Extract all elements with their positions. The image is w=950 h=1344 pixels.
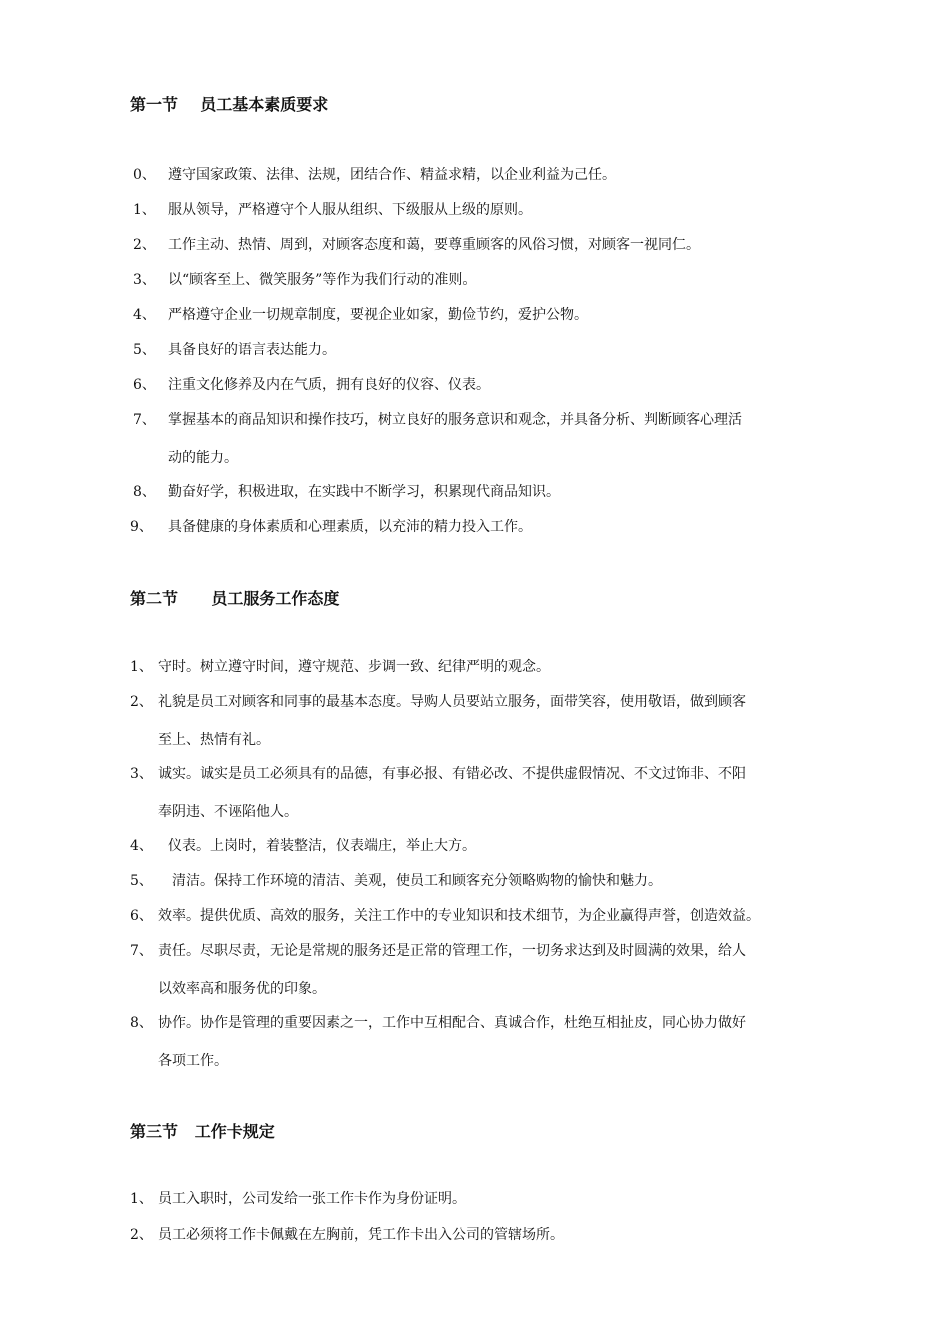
item-number: 4、 — [133, 307, 156, 323]
item-text: 严格遵守企业一切规章制度，要视企业如家，勤俭节约，爱护公物。 — [168, 307, 588, 323]
item-text: 诚实。诚实是员工必须具有的品德，有事必报、有错必改、不提供虚假情况、不文过饰非、不阳 — [158, 766, 746, 782]
item-text: 清洁。保持工作环境的清洁、美观，使员工和顾客充分领略购物的愉快和魅力。 — [172, 873, 662, 889]
item-number: 2、 — [130, 694, 153, 710]
item-text: 效率。提供优质、高效的服务，关注工作中的专业知识和技术细节，为企业赢得声誉，创造效益。 — [158, 908, 760, 924]
item-number: 3、 — [130, 766, 153, 782]
item-continuation: 动的能力。 — [168, 450, 238, 466]
item-number: 9、 — [130, 519, 153, 535]
item-continuation: 各项工作。 — [158, 1053, 228, 1069]
item-number: 4、 — [130, 838, 153, 854]
item-number: 7、 — [133, 412, 156, 428]
item-continuation: 至上、热情有礼。 — [158, 732, 270, 748]
item-number: 8、 — [133, 484, 156, 500]
item-text: 遵守国家政策、法律、法规，团结合作、精益求精，以企业利益为己任。 — [168, 167, 616, 183]
item-text: 员工入职时，公司发给一张工作卡作为身份证明。 — [158, 1191, 466, 1207]
item-text: 具备健康的身体素质和心理素质，以充沛的精力投入工作。 — [168, 519, 532, 535]
item-number: 3、 — [133, 272, 156, 288]
item-text: 以“顾客至上、微笑服务”等作为我们行动的准则。 — [168, 272, 477, 288]
item-continuation: 奉阴违、不诬陷他人。 — [158, 804, 298, 820]
item-text: 守时。树立遵守时间，遵守规范、步调一致、纪律严明的观念。 — [158, 659, 550, 675]
item-text: 礼貌是员工对顾客和同事的最基本态度。导购人员要站立服务，面带笑容，使用敬语，做到顾客 — [158, 694, 746, 710]
item-number: 8、 — [130, 1015, 153, 1031]
item-text: 员工必须将工作卡佩戴在左胸前，凭工作卡出入公司的管辖场所。 — [158, 1227, 564, 1243]
section-1-title: 第一节 员工基本素质要求 — [130, 95, 329, 114]
item-text: 仪表。上岗时，着装整洁，仪表端庄，举止大方。 — [168, 838, 476, 854]
item-continuation: 以效率高和服务优的印象。 — [158, 981, 326, 997]
item-text: 注重文化修养及内在气质，拥有良好的仪容、仪表。 — [168, 377, 490, 393]
item-number: 1、 — [130, 1191, 153, 1207]
item-text: 协作。协作是管理的重要因素之一，工作中互相配合、真诚合作，杜绝互相扯皮，同心协力做好 — [158, 1015, 746, 1031]
item-number: 1、 — [130, 659, 153, 675]
item-number: 0、 — [133, 167, 156, 183]
item-text: 工作主动、热情、周到，对顾客态度和蔼，要尊重顾客的风俗习惯，对顾客一视同仁。 — [168, 237, 700, 253]
item-number: 5、 — [130, 873, 153, 889]
item-number: 5、 — [133, 342, 156, 358]
item-number: 7、 — [130, 943, 153, 959]
section-2-title: 第二节 员工服务工作态度 — [130, 589, 340, 608]
item-text: 掌握基本的商品知识和操作技巧，树立良好的服务意识和观念，并具备分析、判断顾客心理活 — [168, 412, 742, 428]
item-text: 服从领导，严格遵守个人服从组织、下级服从上级的原则。 — [168, 202, 532, 218]
item-number: 6、 — [133, 377, 156, 393]
item-text: 勤奋好学，积极进取，在实践中不断学习，积累现代商品知识。 — [168, 484, 560, 500]
item-number: 1、 — [133, 202, 156, 218]
item-number: 2、 — [133, 237, 156, 253]
item-text: 具备良好的语言表达能力。 — [168, 342, 336, 358]
item-text: 责任。尽职尽责，无论是常规的服务还是正常的管理工作，一切务求达到及时圆满的效果，给人 — [158, 943, 746, 959]
item-number: 6、 — [130, 908, 153, 924]
section-3-title: 第三节 工作卡规定 — [130, 1122, 275, 1141]
item-number: 2、 — [130, 1227, 153, 1243]
